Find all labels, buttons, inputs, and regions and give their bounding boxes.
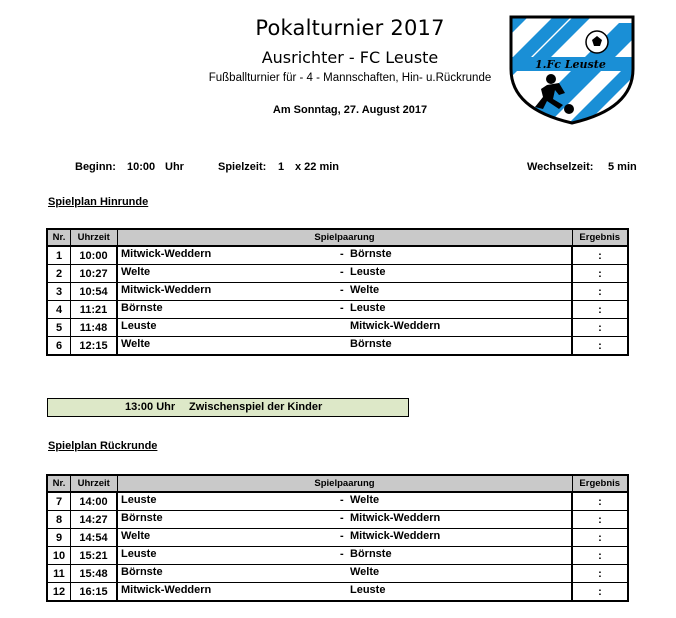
match-row: [47, 319, 628, 337]
organizer-subtitle: Ausrichter - FC Leuste: [261, 48, 439, 67]
rueckrunde-table: [46, 474, 629, 602]
away-team: Mitwick-Weddern: [350, 512, 441, 524]
away-team: Leuste: [350, 302, 386, 314]
spielzeit-label: Spielzeit:: [218, 161, 267, 173]
match-pairing: [117, 283, 572, 301]
pairing-separator: -: [340, 548, 344, 560]
match-pairing: [117, 246, 572, 265]
match-row: [47, 246, 628, 265]
match-result: :: [572, 301, 628, 319]
match-number: 12: [47, 583, 71, 602]
beginn-value: 10:00: [127, 161, 156, 173]
match-row: [47, 547, 628, 565]
col-spielpaarung: Spielpaarung: [117, 229, 572, 246]
match-row: [47, 529, 628, 547]
match-row: [47, 265, 628, 283]
match-time: 11:21: [71, 301, 118, 319]
rueckrunde-rows: [47, 492, 628, 601]
match-time: 15:48: [71, 565, 118, 583]
match-time: 16:15: [71, 583, 118, 602]
away-team: Leuste: [350, 584, 386, 596]
match-time: 14:54: [71, 529, 118, 547]
match-row: [47, 511, 628, 529]
match-time: 15:21: [71, 547, 118, 565]
col-ergebnis: Ergebnis: [572, 475, 628, 492]
wechselzeit-label: Wechselzeit:: [527, 161, 594, 173]
pairing-separator: -: [340, 248, 344, 260]
match-row: [47, 283, 628, 301]
away-team: Welte: [350, 284, 380, 296]
logo-text: 1.Fc Leuste: [535, 58, 606, 71]
pairing-separator: -: [340, 284, 344, 296]
match-pairing: [117, 492, 572, 511]
match-number: 8: [47, 511, 71, 529]
tournament-date: Am Sonntag, 27. August 2017: [272, 104, 428, 116]
match-number: 6: [47, 337, 71, 356]
home-team: Leuste: [121, 548, 157, 560]
match-number: 11: [47, 565, 71, 583]
match-result: :: [572, 492, 628, 511]
club-logo: [507, 13, 637, 125]
match-result: :: [572, 337, 628, 356]
match-number: 10: [47, 547, 71, 565]
match-result: :: [572, 283, 628, 301]
match-pairing: [117, 337, 572, 356]
home-team: Börnste: [121, 566, 163, 578]
match-result: :: [572, 319, 628, 337]
pause-time: 13:00 Uhr: [125, 401, 176, 413]
match-pairing: [117, 565, 572, 583]
pairing-separator: -: [340, 530, 344, 542]
pause-label: Zwischenspiel der Kinder: [189, 401, 323, 413]
hinrunde-table: [46, 228, 629, 356]
home-team: Mitwick-Weddern: [121, 284, 212, 296]
match-row: [47, 492, 628, 511]
match-time: 12:15: [71, 337, 118, 356]
match-row: [47, 301, 628, 319]
home-team: Leuste: [121, 320, 157, 332]
kinder-zwischenspiel-banner: [47, 398, 409, 417]
match-time: 10:00: [71, 246, 118, 265]
match-row: [47, 565, 628, 583]
beginn-unit: Uhr: [165, 161, 184, 173]
match-result: :: [572, 511, 628, 529]
wechselzeit-value: 5 min: [608, 161, 637, 173]
col-uhrzeit: Uhrzeit: [71, 229, 118, 246]
pairing-separator: -: [340, 266, 344, 278]
away-team: Welte: [350, 494, 380, 506]
pairing-separator: -: [340, 494, 344, 506]
match-pairing: [117, 547, 572, 565]
match-number: 2: [47, 265, 71, 283]
match-time: 14:27: [71, 511, 118, 529]
col-spielpaarung: Spielpaarung: [117, 475, 572, 492]
spielzeit-count: 1: [278, 161, 285, 173]
away-team: Börnste: [350, 548, 392, 560]
match-result: :: [572, 547, 628, 565]
home-team: Mitwick-Weddern: [121, 584, 212, 596]
match-time: 11:48: [71, 319, 118, 337]
home-team: Mitwick-Weddern: [121, 248, 212, 260]
hinrunde-title: Spielplan Hinrunde: [48, 196, 149, 208]
tournament-description: Fußballturnier für - 4 - Mannschaften, Hin- u.Rückrunde: [208, 72, 492, 84]
match-result: :: [572, 265, 628, 283]
match-pairing: [117, 511, 572, 529]
match-number: 7: [47, 492, 71, 511]
page-title: Pokalturnier 2017: [255, 16, 445, 40]
home-team: Leuste: [121, 494, 157, 506]
match-number: 5: [47, 319, 71, 337]
match-result: :: [572, 529, 628, 547]
match-pairing: [117, 301, 572, 319]
away-team: Welte: [350, 566, 380, 578]
rueckrunde-title: Spielplan Rückrunde: [48, 440, 158, 452]
beginn-label: Beginn:: [75, 161, 116, 173]
match-pairing: [117, 265, 572, 283]
hinrunde-rows: [47, 246, 628, 355]
match-result: :: [572, 583, 628, 602]
home-team: Welte: [121, 530, 151, 542]
match-number: 9: [47, 529, 71, 547]
away-team: Leuste: [350, 266, 386, 278]
match-result: :: [572, 246, 628, 265]
col-nr: Nr.: [47, 229, 71, 246]
col-nr: Nr.: [47, 475, 71, 492]
match-row: [47, 337, 628, 356]
match-pairing: [117, 529, 572, 547]
away-team: Börnste: [350, 338, 392, 350]
home-team: Börnste: [121, 512, 163, 524]
away-team: Börnste: [350, 248, 392, 260]
pairing-separator: -: [340, 302, 344, 314]
match-time: 10:27: [71, 265, 118, 283]
spielzeit-value: x 22 min: [295, 161, 340, 173]
away-team: Mitwick-Weddern: [350, 530, 441, 542]
match-time: 10:54: [71, 283, 118, 301]
home-team: Börnste: [121, 302, 163, 314]
col-ergebnis: Ergebnis: [572, 229, 628, 246]
match-row: [47, 583, 628, 602]
away-team: Mitwick-Weddern: [350, 320, 441, 332]
match-time: 14:00: [71, 492, 118, 511]
home-team: Welte: [121, 266, 151, 278]
col-uhrzeit: Uhrzeit: [71, 475, 118, 492]
match-number: 3: [47, 283, 71, 301]
pairing-separator: -: [340, 512, 344, 524]
home-team: Welte: [121, 338, 151, 350]
match-pairing: [117, 319, 572, 337]
match-number: 1: [47, 246, 71, 265]
match-number: 4: [47, 301, 71, 319]
match-pairing: [117, 583, 572, 602]
match-result: :: [572, 565, 628, 583]
